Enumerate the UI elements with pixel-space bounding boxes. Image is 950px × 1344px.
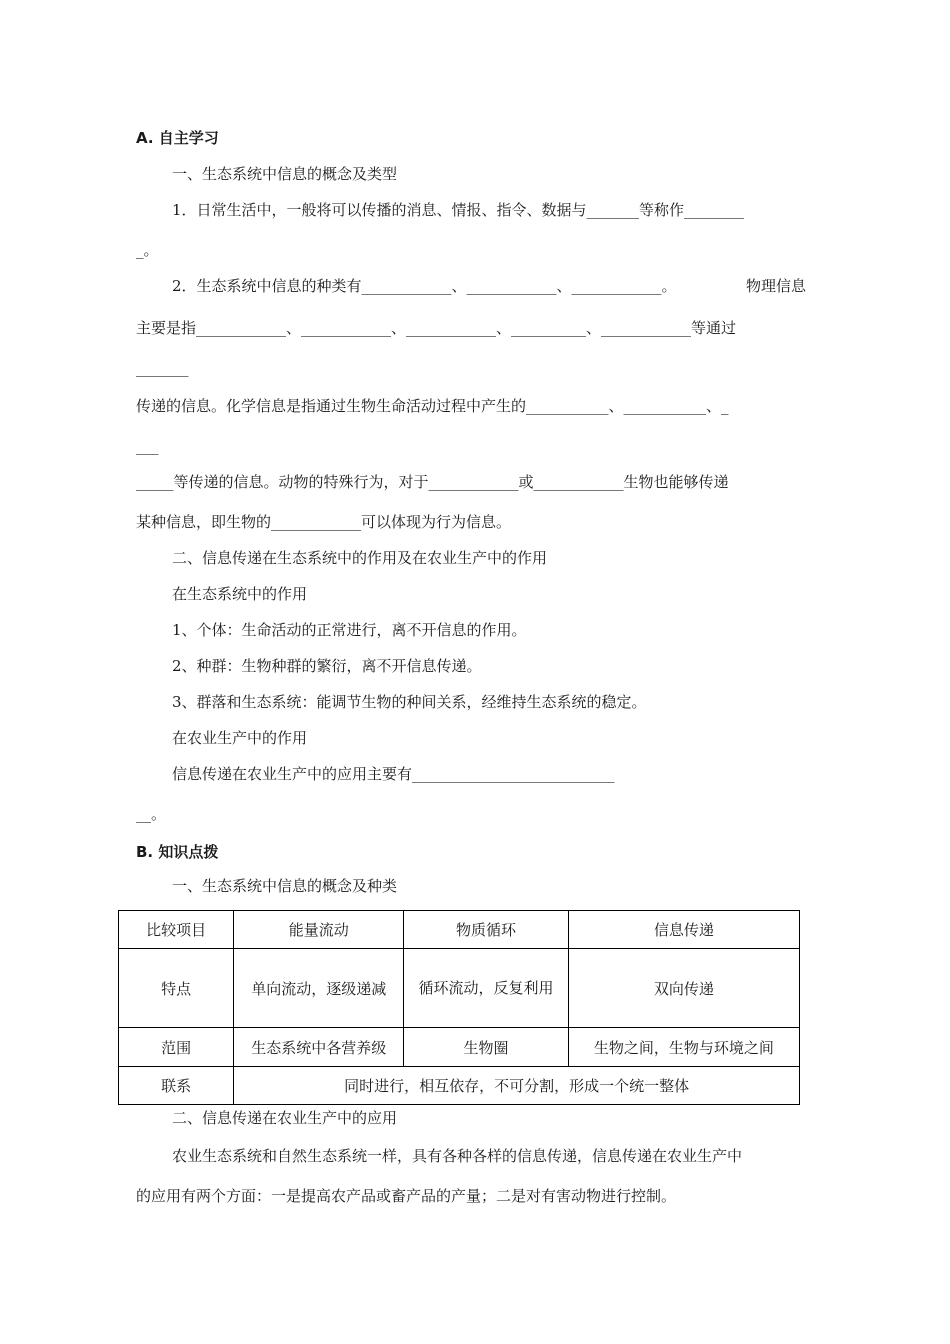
- question-1-line-1: 1．日常生活中，一般将可以传播的消息、情报、指令、数据与_______等称作________: [172, 201, 745, 219]
- agriculture-question-end: __。: [136, 805, 167, 823]
- agriculture-question: 信息传递在农业生产中的应用主要有___________________________: [172, 765, 615, 783]
- table-cell: 联系: [119, 1067, 234, 1105]
- table-cell: 循环流动，反复利用: [418, 979, 554, 997]
- table-cell: 生态系统中各营养级: [234, 1028, 404, 1067]
- section-a-subheading-1: 一、生态系统中信息的概念及类型: [172, 165, 398, 183]
- section-a-heading: A. 自主学习: [136, 129, 219, 147]
- question-2-line-4: 传递的信息。化学信息是指通过生物生命活动过程中产生的___________、___________、_: [136, 397, 729, 415]
- table-header-row: [119, 911, 800, 949]
- section-a-subheading-2: 二、信息传递在生态系统中的作用及在农业生产中的作用: [172, 549, 548, 567]
- section-b-subheading-2: 二、信息传递在农业生产中的应用: [172, 1109, 398, 1127]
- question-1-line-2: _。: [136, 241, 159, 259]
- question-2-line-3: _______: [136, 359, 189, 377]
- table-cell: 单向流动，逐级递减: [234, 949, 404, 1028]
- table-header-cell: 物质循环: [404, 911, 568, 949]
- question-2-line-1-end: 物理信息: [746, 277, 807, 295]
- role-item-2: 2、种群：生物种群的繁衍，离不开信息传递。: [172, 657, 482, 675]
- table-row: [119, 1028, 800, 1067]
- table-header-cell: 能量流动: [234, 911, 404, 949]
- table-cell: 生物之间，生物与环境之间: [568, 1028, 799, 1067]
- question-2-line-7: 某种信息，即生物的____________可以体现为行为信息。: [136, 513, 512, 531]
- role-item-3: 3、群落和生态系统：能调节生物的种间关系，经维持生态系统的稳定。: [172, 693, 647, 711]
- question-2-line-5: ___: [136, 437, 159, 455]
- table-cell: 同时进行，相互依存，不可分割，形成一个统一整体: [234, 1067, 800, 1105]
- role-in-agriculture-title: 在农业生产中的作用: [172, 729, 308, 747]
- table-cell-wrapper: [404, 949, 568, 1028]
- paragraph-line-2: 的应用有两个方面：一是提高农产品或畜产品的产量；二是对有害动物进行控制。: [136, 1187, 677, 1205]
- table-row: [119, 1067, 800, 1105]
- table-cell: 生物圈: [404, 1028, 568, 1067]
- role-in-ecosystem-title: 在生态系统中的作用: [172, 585, 308, 603]
- question-2-line-2: 主要是指____________、____________、____________、__________、____________等通过: [136, 319, 737, 337]
- table-cell: 双向传递: [568, 949, 799, 1028]
- question-2-line-6: _____等传递的信息。动物的特殊行为，对于____________或____________生物也能够传递: [136, 473, 729, 491]
- table-header-cell: 信息传递: [568, 911, 799, 949]
- section-b-heading: B. 知识点拨: [136, 843, 219, 861]
- question-2-line-1: 2．生态系统中信息的种类有____________、____________、____________。: [172, 277, 677, 295]
- table-cell: 特点: [119, 949, 234, 1028]
- table-header-cell: 比较项目: [119, 911, 234, 949]
- table-row: [119, 949, 800, 1028]
- comparison-table: [118, 910, 800, 1105]
- role-item-1: 1、个体：生命活动的正常进行，离不开信息的作用。: [172, 621, 527, 639]
- section-b-subheading-1: 一、生态系统中信息的概念及种类: [172, 877, 398, 895]
- table-cell: 范围: [119, 1028, 234, 1067]
- paragraph-line-1: 农业生态系统和自然生态系统一样，具有各种各样的信息传递，信息传递在农业生产中: [172, 1147, 743, 1165]
